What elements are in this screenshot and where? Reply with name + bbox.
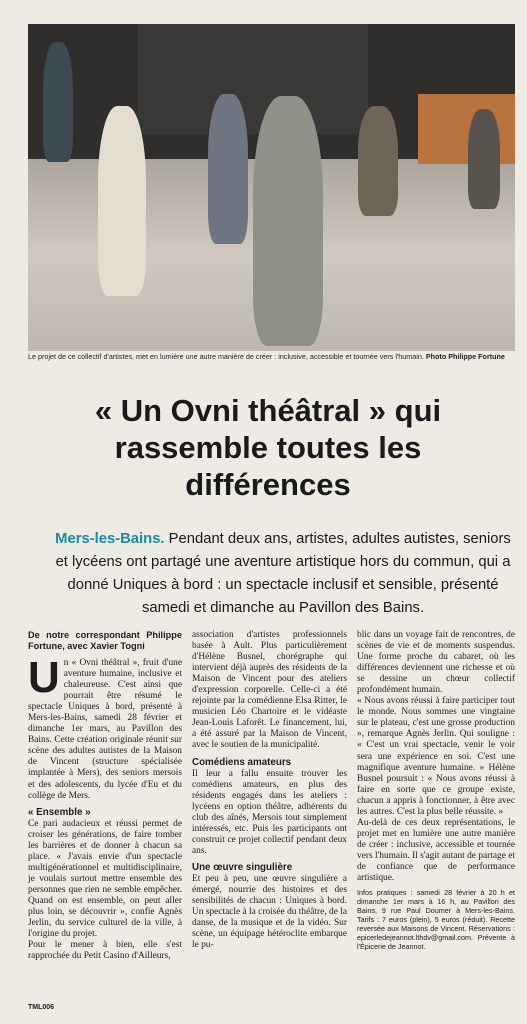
- dancer-figure: [43, 42, 73, 162]
- article-headline: « Un Ovni théâtral » qui rassemble toutes les différences: [94, 393, 442, 502]
- article-photo: [28, 24, 515, 351]
- practical-info: Infos pratiques : samedi 28 février à 20 h et dimanche 1er mars à 16 h, au Pavillon des Bains, 9 rue Paul Doumer à Mers-les-Bains. Tarifs : 7 euros (plein), 5 euros (réduit). Recette reversée aux Maisons de Vincent. Réservations : epicerledejeannot.lthdv@gmail.com. Prévente à l'Épicerie de Jeannot.: [357, 888, 515, 952]
- paragraph: association d'artistes professionnels basée à Ault. Plus particulièrement d'Hélène Busnel, chorégraphe qui intervient déjà auprès des résidents de la Maison de Vincent pour des ateliers d'expression corporelle. Celle-ci a été rejointe par la comédienne Elsa Ritter, le musicien Léo Chartoire et le vidéaste Jean-Louis Laforêt. Le financement, lui, a été assuré par la Maison de Vincent, avec le soutien de la municipalité.: [192, 630, 347, 751]
- article-lead: [52, 528, 514, 620]
- dancer-figure: [468, 109, 500, 209]
- subheading-comediens: Comédiens amateurs: [192, 756, 292, 768]
- caption-text: Le projet de ce collectif d'artistes, met en lumière une autre manière de créer : inclusive, accessible et tournée vers l'humain.: [28, 352, 424, 361]
- subheading-ensemble: « Ensemble »: [28, 806, 91, 818]
- column-3: [357, 630, 515, 951]
- intro-paragraph: [28, 653, 182, 802]
- paragraph: Et peu à peu, une œuvre singulière a émergé, nourrie des histoires et des sensibilités de chacun : Uniques à bord. Un spectacle à la croisée du théâtre, de la danse, de la musique et de la vidéo. Sur scène, un équipage hétéroclite embarque le pu-: [192, 873, 347, 951]
- page-folio: TML006: [28, 1004, 55, 1011]
- subheading-oeuvre: Une œuvre singulière: [192, 861, 293, 873]
- orange-wall: [418, 94, 515, 164]
- photo-caption: [28, 352, 515, 362]
- stage-screen: [138, 24, 368, 134]
- paragraph: blic dans un voyage fait de rencontres, de scènes de vie et de moments suspendus. Une forme proche du cabaret, où les différences deviennent une richesse et où se dessine un chœur collectif profondément humain.: [357, 630, 515, 696]
- paragraph: Il leur a fallu ensuite trouver les comédiens amateurs, en plus des résidents engagés dans les ateliers : lycéens en option théâtre, adhérents du club des aînés, Mersois tout simplement intéressés, etc. Puis les participants ont construit ce projet collectif pendant deux ans.: [192, 768, 347, 856]
- column-2: [192, 630, 347, 951]
- column-1: [28, 630, 182, 962]
- paragraph: Pour le mener à bien, elle s'est rapprochée du Petit Casino d'Ailleurs,: [28, 940, 182, 962]
- dancer-figure: [208, 94, 248, 244]
- dancer-figure: [253, 96, 323, 346]
- paragraph: Au-delà de ces deux représentations, le projet met en lumière une autre manière de créer : inclusive, accessible et tournée vers l'humain. Il s'agit autant de partage et de confiance que de performance artistique.: [357, 817, 516, 884]
- paragraph: Ce pari audacieux et réussi permet de croiser les générations, de faire tomber les barrières et de donner à chacun sa place. « J'avais envie d'un spectacle multigénérationnel et multidisciplinaire, je voulais surtout mettre ensemble des personnes que rien ne semble empêcher. Quand on est ensemble, on peut aller plus loin, se découvrir », confie Agnès Jerlin, du service culturel de la ville, à l'origine du projet.: [28, 818, 182, 940]
- dateline-city: Mers-les-Bains.: [55, 531, 165, 547]
- paragraph: « Nous avons réussi à faire participer tout le monde. Nous sommes une vingtaine sur le plateau, c'est une grosse production », remarque Agnès Jerlin. Qui souligne : « C'est un vrai spectacle, venir le voir sera une expérience en soi. C'est une magnifique aventure humaine. » Hélène Busnel poursuit : « Nous avons réussi à faire en sorte que ce groupe existe, chacun a appris à fonctionner, à être avec les autres. C'est la plus belle réussite. »: [357, 696, 515, 817]
- photo-credit: Photo Philippe Fortune: [425, 352, 505, 361]
- byline: De notre correspondant Philippe Fortune, avec Xavier Togni: [28, 630, 182, 651]
- dancer-figure: [358, 106, 398, 216]
- dancer-figure: [98, 106, 146, 296]
- lead-text: Pendant deux ans, artistes, adultes autistes, seniors et lycéens ont partagé une aventure artistique hors du commun, qui a donné Uniques à bord : un spectacle inclusif et sensible, présenté samedi et dimanche au Pavillon des Bains.: [55, 531, 511, 616]
- drop-cap: U: [28, 653, 60, 702]
- intro-text: n « Ovni théâtral », fruit d'une aventure humaine, inclusive et chaleureuse. C'est ainsi que pourrait être résumé le spectacle Uniques à bord, présenté à Mers-les-Bains, samedi 28 février et dimanche 1er mars, au Pavillon des Bains. Cette création originale réunit sur scène des adultes autistes de la Maison de Vincent (structure spécialisée implantée à Mers), des seniors mersois et des adolescents, du lycée d'Eu et du collège de Mers.: [28, 658, 182, 801]
